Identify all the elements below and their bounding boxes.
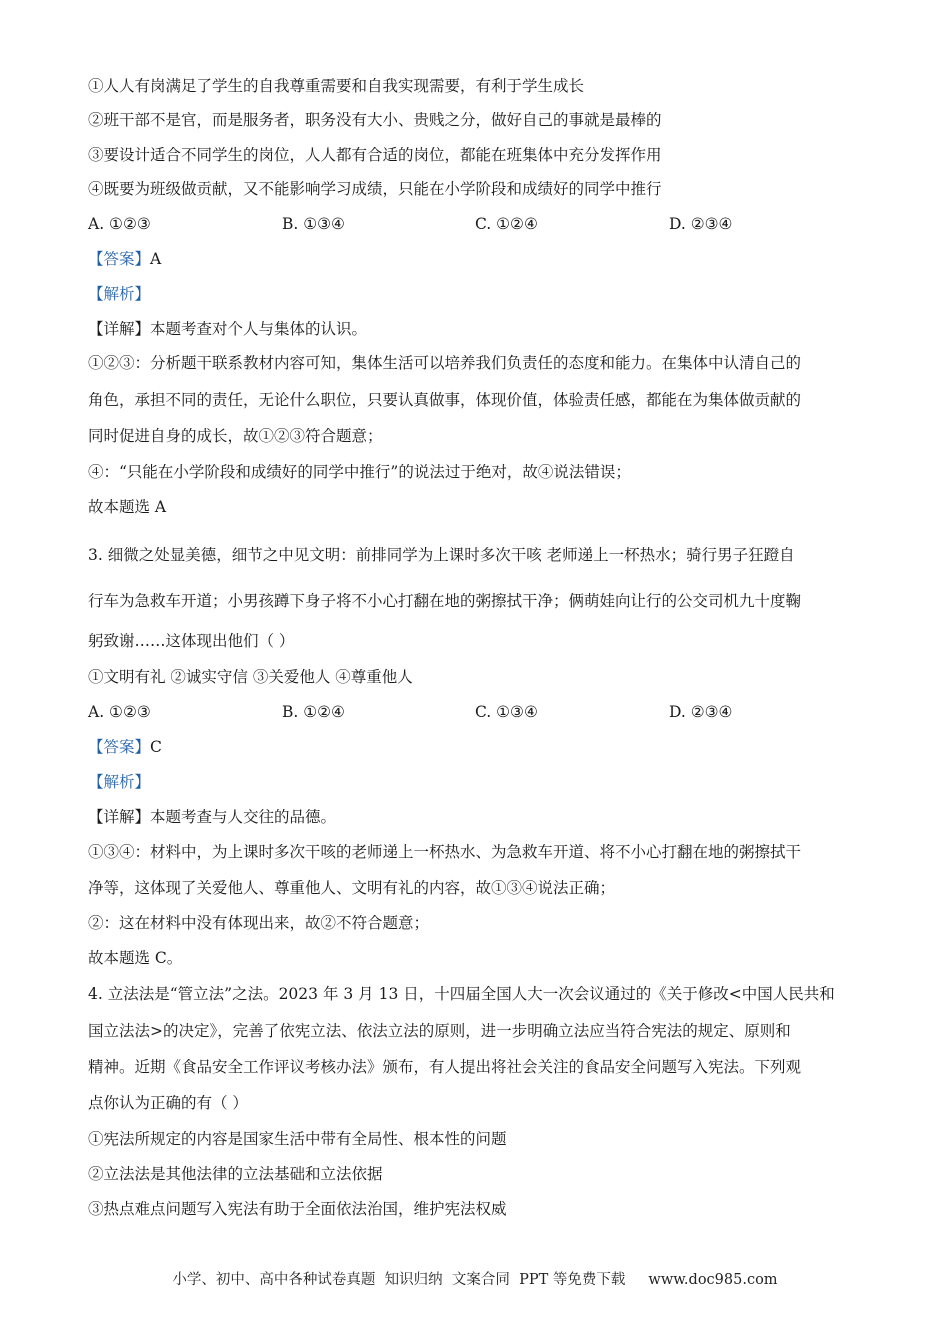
q4-stem-2: 国立法法>的决定》，完善了依宪立法、依法立法的原则，进一步明确立法应当符合宪法的规定、原则和 (88, 1022, 791, 1040)
q2-item-3: ③要设计适合不同学生的岗位，人人都有合适的岗位，都能在班集体中充分发挥作用 (88, 146, 662, 164)
q3-choice-c: C. ①③④ (475, 703, 538, 721)
q3-options: ①文明有礼 ②诚实守信 ③关爱他人 ④尊重他人 (88, 668, 413, 686)
q2-detail-2: ①②③：分析题干联系教材内容可知，集体生活可以培养我们负责任的态度和能力。在集体中认清自己的 (88, 354, 802, 372)
answer-value: A (150, 250, 162, 268)
q4-item-3: ③热点难点问题写入宪法有助于全面依法治国，维护宪法权威 (88, 1200, 507, 1218)
q2-detail-6: 故本题选 A (88, 498, 167, 516)
q3-choice-b: B. ①②④ (282, 703, 345, 721)
q2-detail-3: 角色，承担不同的责任，无论什么职位，只要认真做事，体现价值，体验责任感，都能在为集体做贡献的 (88, 391, 802, 409)
q2-detail-1: 【详解】本题考查对个人与集体的认识。 (88, 320, 368, 338)
q2-choice-c: C. ①②④ (475, 215, 538, 233)
q2-item-4: ④既要为班级做贡献，又不能影响学习成绩，只能在小学阶段和成绩好的同学中推行 (88, 180, 662, 198)
q3-stem-1: 3. 细微之处显美德，细节之中见文明：前排同学为上课时多次干咳 老师递上一杯热水；骑行男子狂蹬自 (88, 546, 795, 564)
q2-detail-5: ④：“只能在小学阶段和成绩好的同学中推行”的说法过于绝对，故④说法错误； (88, 463, 631, 481)
q2-choice-b: B. ①③④ (282, 215, 345, 233)
q3-stem-2: 行车为急救车开道；小男孩蹲下身子将不小心打翻在地的粥擦拭干净；俩萌娃向让行的公交司机九十度鞠 (88, 592, 802, 610)
q3-detail-1: 【详解】本题考查与人交往的品德。 (88, 808, 337, 826)
q2-analysis-tag: 【解析】 (88, 285, 151, 303)
q2-choice-a: A. ①②③ (88, 215, 151, 233)
q4-stem-3: 精神。近期《食品安全工作评议考核办法》颁布，有人提出将社会关注的食品安全问题写入宪法。下列观 (88, 1058, 802, 1076)
page-footer: 小学、初中、高中各种试卷真题 知识归纳 文案合同 PPT 等免费下载 www.doc985.com (172, 1272, 778, 1288)
q3-detail-5: 故本题选 C。 (88, 949, 183, 967)
q2-answer (88, 248, 161, 270)
q3-detail-3: 净等，这体现了关爱他人、尊重他人、文明有礼的内容，故①③④说法正确； (88, 879, 616, 897)
q3-choice-d: D. ②③④ (669, 703, 733, 721)
q4-item-1: ①宪法所规定的内容是国家生活中带有全局性、根本性的问题 (88, 1130, 507, 1148)
q3-answer (88, 736, 162, 758)
answer-tag: 【答案】 (88, 738, 151, 756)
answer-value: C (150, 738, 162, 756)
q2-detail-4: 同时促进自身的成长，故①②③符合题意； (88, 427, 383, 445)
answer-tag: 【答案】 (88, 250, 151, 268)
q3-detail-4: ②：这在材料中没有体现出来，故②不符合题意； (88, 914, 430, 932)
q2-item-1: ①人人有岗满足了学生的自我尊重需要和自我实现需要，有利于学生成长 (88, 77, 585, 95)
q4-stem-4: 点你认为正确的有（ ） (88, 1094, 248, 1112)
q3-stem-3: 躬致谢……这体现出他们（ ） (88, 632, 295, 650)
q2-choice-d: D. ②③④ (669, 215, 733, 233)
q3-analysis-tag: 【解析】 (88, 773, 151, 791)
q2-item-2: ②班干部不是官，而是服务者，职务没有大小、贵贱之分，做好自己的事就是最棒的 (88, 111, 662, 129)
q3-choice-a: A. ①②③ (88, 703, 151, 721)
q4-item-2: ②立法法是其他法律的立法基础和立法依据 (88, 1165, 383, 1183)
q4-stem-1: 4. 立法法是“管立法”之法。2023 年 3 月 13 日，十四届全国人大一次会议通过的《关于修改<中国人民共和 (88, 985, 835, 1003)
q3-detail-2: ①③④：材料中，为上课时多次干咳的老师递上一杯热水、为急救车开道、将不小心打翻在地的粥擦拭干 (88, 843, 802, 861)
